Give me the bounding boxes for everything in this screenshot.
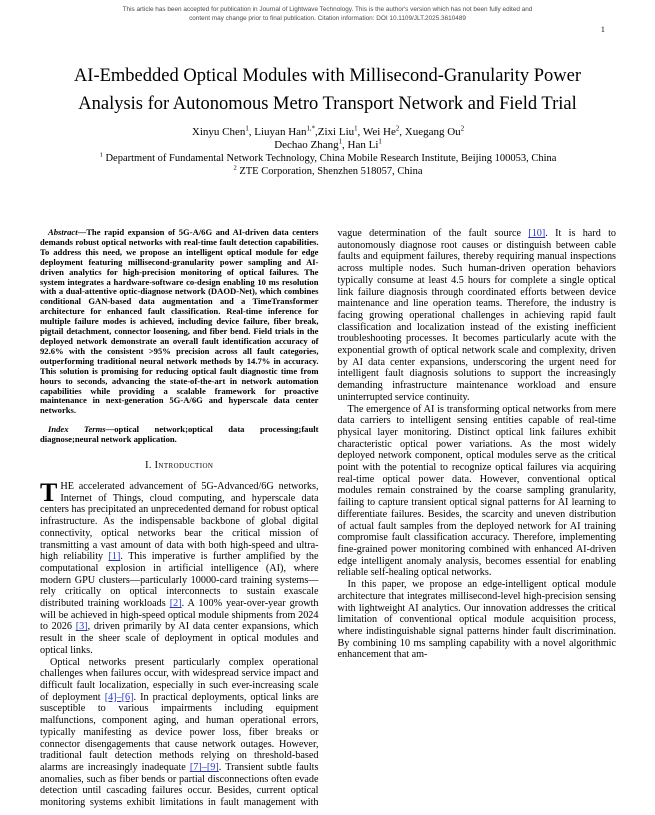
affiliation-2 bbox=[40, 165, 616, 178]
text-run: . In practical deployments, optical links are susceptible to various impairments including equipment malfunctions, component aging, and human operational errors, typically manifesting as device power loss, fiber breaks or connector disengagements that cause network outages. However, traditional fault detection methods relying on threshold-based alarms are increasingly inadequate bbox=[40, 691, 319, 773]
paper-title bbox=[30, 62, 625, 118]
affiliation-marker: 1,* bbox=[306, 125, 316, 133]
citation-link[interactable]: [10] bbox=[528, 228, 546, 239]
affiliation-marker: 1 bbox=[354, 125, 358, 133]
text-run: , Liuyan Han bbox=[248, 126, 307, 138]
intro-paragraph-3 bbox=[338, 404, 617, 580]
abstract-label: Abstract bbox=[48, 228, 78, 237]
affiliation-marker: 2 bbox=[460, 125, 465, 133]
citation-link[interactable]: [2] bbox=[169, 598, 182, 610]
index-terms-text: —optical network;optical data processing;fault diagnose;neural network application. bbox=[40, 424, 319, 445]
text-run: . A 100% year-over-year growth will be achieved in high-speed optical module shipments from 2024 to 2026 bbox=[40, 598, 319, 633]
citation-link[interactable]: [4]–[6] bbox=[104, 691, 134, 703]
citation-link[interactable]: [3] bbox=[75, 621, 88, 633]
citation-link[interactable]: [1] bbox=[108, 551, 121, 563]
text-run: , Han Li bbox=[342, 139, 379, 151]
text-run: , driven primarily by AI data center expansions, which result in the sheer scale of deployment in optical modules and optical links. bbox=[40, 621, 319, 656]
paper-body-columns bbox=[40, 228, 616, 815]
byline-block bbox=[40, 126, 616, 178]
text-run: , Xuegang Ou bbox=[399, 126, 461, 138]
citation-link[interactable]: [7]–[9] bbox=[189, 761, 219, 773]
text-run: Department of Fundamental Network Technology, China Mobile Research Institute, Beijing 100053, China bbox=[102, 153, 557, 164]
page-number: 1 bbox=[600, 24, 605, 34]
text-run: . Transient subtle faults anomalies, such as fiber bends or partial disconnections often evade detection until cascading failures occur. Besides, current optical monitoring systems exhibit limitations in fault management with vague determination of the fault source bbox=[40, 228, 529, 809]
text-run: The emergence of AI is transforming optical networks from mere data carriers to intelligent sensing entities capable of real-time physical layer monitoring. Distinct optical link failures exhibit characteristic optical power variations. As the most widely deployed network component, optical modules serve as the critical point with the potential to recognize optical failures via acquiring real-time optical power data. However, conventional optical modules remain constrained by the coarse sampling granularity, failing to capture transient optical signal patterns for AI learning to differentiate failures. Besides, the scarcity and uneven distribution of actual fault samples from the deployed network for AI training compromise fault classification accuracy. Therefore, implementing fine-grained power monitoring combined with enhanced AI-driven edge intelligent anomaly analysis, becomes essential for enabling reliable self-healing optical networks. bbox=[337, 403, 616, 579]
intro-paragraph-1 bbox=[40, 478, 319, 657]
text-run: Dechao Zhang bbox=[274, 139, 339, 151]
acceptance-notice bbox=[0, 5, 655, 23]
section-heading-introduction: I. Introduction bbox=[145, 460, 214, 472]
author-line-2 bbox=[40, 139, 616, 152]
author-line-1 bbox=[40, 126, 616, 139]
index-terms bbox=[40, 425, 319, 445]
text-run: Optical networks present particularly complex operational challenges when failures occur, with widespread service impact and difficult fault localization, especially in such ever-increasing scale of deployment bbox=[40, 656, 319, 703]
acceptance-notice-line1: This article has been accepted for publication in Journal of Lightwave Technology. This is the author's version which has not been fully edited and bbox=[122, 6, 533, 13]
intro-paragraph-4 bbox=[338, 579, 617, 661]
dropcap-letter: T bbox=[40, 478, 58, 508]
affiliation-marker: 2 bbox=[233, 164, 237, 172]
text-run: HE accelerated advancement of 5G-Advanced/6G networks, Internet of Things, cloud computing, and hyperscale data centers has precipitated an unprecedented demand for robust optical infrastructure. As the indispensable backbone of global digital connectivity, optical networks bear the critical mission of transmitting a vast amount of data with both high-speed and ultra-high reliability bbox=[40, 481, 319, 563]
text-run: . It is hard to autonomously diagnose root causes or distinguish between cable faults and equipment failures, thereby requiring manual inspections across multiple nodes. Such human-driven operation behaviors typically consume at least 4.5 hours for complete a single optical link failure diagnosis through coordinated efforts between device maintenance and line operation teams. Therefore, the industry is facing growing operational challenges in achieving rapid fault classification and localization instead of the existing inefficient troubleshooting processes. It becomes particularly acute with the exponential growth of optical network scale and complexity, driven by AI data center expansions, underscoring the urgent need for intelligent fault diagnosis solutions to support the increasingly demanding infrastructure maintenance workload and ensure uninterrupted service continuity. bbox=[337, 228, 616, 403]
affiliation-marker: 1 bbox=[245, 125, 249, 133]
text-run: . This imperative is further amplified by the computational explosion in artificial intelligence (AI), where modern GPU clusters—particularly 10000-card training systems—rely critically on optical interconnects to sustain exascale distributed training workloads bbox=[40, 551, 319, 610]
intro-paragraph-1-text bbox=[40, 478, 319, 656]
paper-title-line1: AI-Embedded Optical Modules with Millisecond-Granularity Power bbox=[73, 66, 582, 86]
text-run: , Wei He bbox=[357, 126, 396, 138]
intro-paragraph-3-text bbox=[338, 404, 617, 579]
paper-title-line2: Analysis for Autonomous Metro Transport Network and Field Trial bbox=[78, 94, 577, 114]
text-run: ZTE Corporation, Shenzhen 518057, China bbox=[236, 166, 423, 177]
affiliation-marker: 1 bbox=[338, 138, 343, 146]
intro-paragraph-4-text bbox=[338, 579, 617, 660]
affiliation-marker: 2 bbox=[395, 125, 400, 133]
index-terms-label: Index Terms bbox=[48, 424, 106, 435]
affiliation-marker: 1 bbox=[378, 138, 382, 146]
affiliation-marker: 1 bbox=[99, 151, 103, 159]
abstract-text: —The rapid expansion of 5G-A/6G and AI-driven data centers demands robust optical networks with real-time fault detection capabilities. To address this need, we propose an intelligent optical module for edge deployment featuring millisecond-granularity power sampling and AI-driven analytics for high-precision monitoring of optical failures. The system integrates a hardware-software co-design enabling 10 ms resolution with a dual-attentive optic-diagnose network (DAOD-Net), which combines conditional GAN-based data augmentation and a TimeTransformer architecture for enhanced fault classification. Real-time inference for multiple failure modes is achieved, including device failure, fiber break, pigtail detachment, connector loosening, and fiber bend. Field trials in the deployed network demonstrate an overall fault identification accuracy of 92.6% with the consistent >95% precision across all fault categories, outperforming traditional neural network methods by 14.7% in accuracy. This solution is promising for reducing optical fault diagnostic time from hours to seconds, advancing the state-of-the-art in network automation capabilities while providing a scalable framework for proactive maintenance in next-generation 5G-A/6G and hyperscale data center networks. bbox=[40, 228, 319, 416]
affiliation-1 bbox=[40, 152, 616, 165]
text-run: ,Zixi Liu bbox=[315, 126, 355, 138]
abstract bbox=[40, 228, 319, 416]
text-run: Xinyu Chen bbox=[191, 126, 246, 138]
text-run: In this paper, we propose an edge-intelligent optical module architecture that integrates millisecond-level high-precision sensing with lightweight AI analytics. Our innovation addresses the critical limitation of conventional optical module acquisition process, where indistinguishable signal patterns hinder fault discrimination. By combining 10 ms sampling capability with a novel algorithmic enhancement that am- bbox=[337, 579, 616, 661]
acceptance-notice-line2: content may change prior to final publication. Citation information: DOI 10.1109/JLT.2025.3610489 bbox=[189, 15, 466, 22]
